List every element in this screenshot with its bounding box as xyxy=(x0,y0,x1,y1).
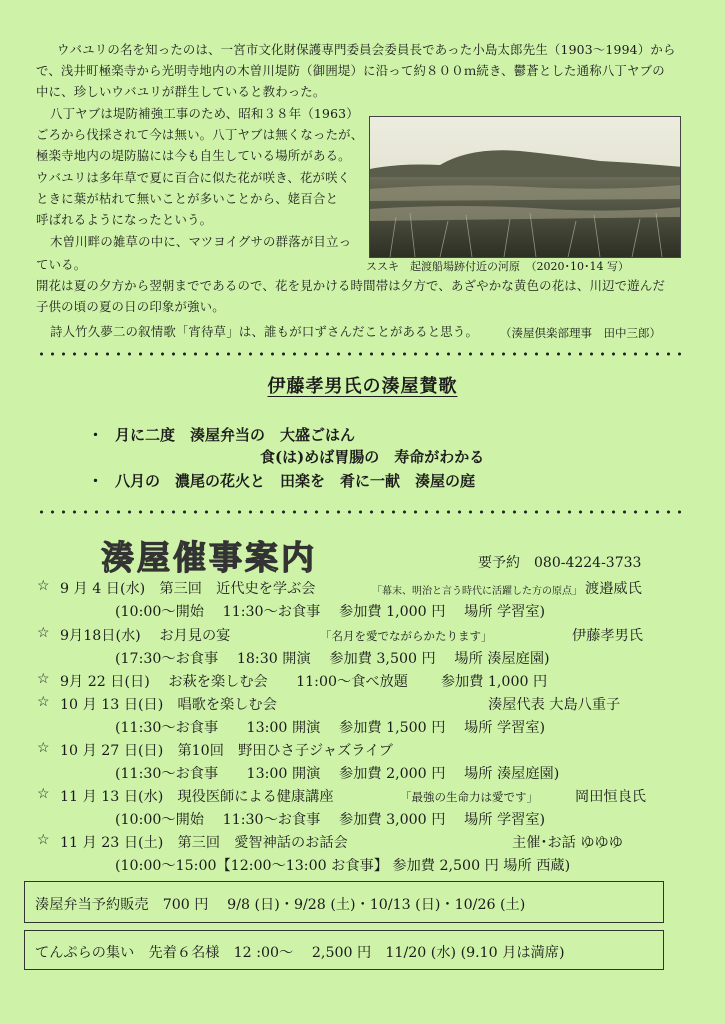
intro-line: ウバユリは多年草で夏に百合に似た花が咲き、花が咲く xyxy=(36,170,351,185)
event-detail: (10:00〜15:00【12:00〜13:00 お食事】 参加費 2,500 円 場所 西蔵) xyxy=(115,858,571,874)
event-title: 11 月 13 日(水) 現役医師による健康講座 xyxy=(60,789,334,805)
tempura-text: てんぷらの集い 先着６名様 12 :00〜 2,500 円 11/20 (水) (9.10 月は満席) xyxy=(35,945,565,961)
bento-sale-box xyxy=(24,881,664,923)
star-icon: ☆ xyxy=(37,832,50,848)
event-detail: (10:00〜開始 11:30〜お食事 参加費 3,000 円 場所 学習室) xyxy=(115,812,546,828)
star-icon: ☆ xyxy=(37,694,50,710)
intro-line: ている。 xyxy=(36,257,87,272)
star-icon: ☆ xyxy=(37,625,50,641)
event-title: 9月18日(水) お月見の宴 xyxy=(60,628,231,644)
event-title: 11 月 23 日(土) 第三回 愛智神話のお話会 xyxy=(60,835,348,851)
poem-line: 食(は)めば胃腸の 寿命がわかる xyxy=(260,448,485,466)
star-icon: ☆ xyxy=(37,786,50,802)
bullet-icon: ・ xyxy=(88,472,104,490)
intro-line: で、浅井町極楽寺から光明寺地内の木曽川堤防（御囲堤）に沿って約８００ｍ続き、鬱蒼とした通称八丁ヤブの xyxy=(36,63,665,78)
event-note: 「最強の生命力は愛です」 xyxy=(400,790,538,804)
intro-line: 開花は夏の夕方から翌朝までであるので、花を見かける時間帯は夕方で、あざやかな黄色の花は、川辺で遊んだ xyxy=(36,278,666,293)
riverbank-photo xyxy=(369,116,681,258)
reservation-phone: 要予約 080-4224-3733 xyxy=(478,555,642,571)
star-icon: ☆ xyxy=(37,740,50,756)
author-signature: （湊屋倶楽部理事 田中三郎） xyxy=(500,326,661,340)
event-speaker: 岡田恒良氏 xyxy=(575,789,646,805)
intro-line: ごろから伐採されて今は無い。八丁ヤブは無くなったが、 xyxy=(36,127,364,142)
bullet-icon: ・ xyxy=(88,426,104,444)
intro-line: 八丁ヤブは堤防補強工事のため、昭和３８年（1963） xyxy=(50,106,359,121)
intro-line: 中に、珍しいウバユリが群生していると教わった。 xyxy=(36,84,326,99)
event-speaker: 伊藤孝男氏 xyxy=(572,628,643,644)
event-speaker: 主催･お話 ゆゆゆ xyxy=(512,835,623,851)
tempura-box xyxy=(24,930,664,970)
star-icon: ☆ xyxy=(37,671,50,687)
event-note: 「名月を愛でながらかたります」 xyxy=(320,629,493,643)
event-title: 9 月 4 日(水) 第三回 近代史を学ぶ会 xyxy=(60,581,316,597)
hero-title-text: 伊藤孝男氏の湊屋賛歌 xyxy=(267,376,458,397)
hero-title xyxy=(0,372,725,398)
event-detail: (17:30〜お食事 18:30 開演 参加費 3,500 円 場所 湊屋庭園) xyxy=(115,651,550,667)
event-note: 「幕末、明治と言う時代に活躍した方の原点」 xyxy=(372,586,582,597)
intro-line: 極楽寺地内の堤防脇には今も自生している場所がある。 xyxy=(36,148,351,163)
event-title: 9月 22 日(日) お萩を楽しむ会 11:00〜食べ放題 参加費 1,000 円 xyxy=(60,674,548,690)
event-speaker: 湊屋代表 大島八重子 xyxy=(488,697,621,713)
intro-line: ウバユリの名を知ったのは、一宮市文化財保護専門委員会委員長であった小島太郎先生（1903〜1994）から xyxy=(57,42,676,57)
dotted-divider xyxy=(36,510,686,514)
event-detail: (10:00〜開始 11:30〜お食事 参加費 1,000 円 場所 学習室) xyxy=(115,604,546,620)
event-title: 10 月 27 日(日) 第10回 野田ひさ子ジャズライブ xyxy=(60,743,393,759)
events-title: 湊屋催事案内 xyxy=(101,538,317,577)
intro-line: 呼ばれるようになったという。 xyxy=(36,212,213,227)
event-title: 10 月 13 日(日) 唱歌を楽しむ会 xyxy=(60,697,277,713)
dotted-divider xyxy=(36,352,686,356)
intro-line: 子供の頃の夏の日の印象が強い。 xyxy=(36,299,225,314)
bento-sale-text: 湊屋弁当予約販売 700 円 9/8 (日)・9/28 (土)・10/13 (日)・10/26 (土) xyxy=(35,897,526,913)
intro-line: ときに葉が枯れて無いことが多いことから、姥百合と xyxy=(36,191,339,206)
intro-line: 詩人竹久夢二の叙情歌「宵待草」は、誰もが口ずさんだことがあると思う。 xyxy=(50,324,479,339)
intro-line: 木曽川畔の雑草の中に、マツヨイグサの群落が目立っ xyxy=(50,234,352,249)
riverbank-photo-image xyxy=(370,117,681,258)
event-detail: (11:30〜お食事 13:00 開演 参加費 2,000 円 場所 湊屋庭園) xyxy=(115,766,560,782)
photo-caption: ススキ 起渡船場跡付近の河原 （2020･10･14 写） xyxy=(366,260,629,273)
poem-line: 八月の 濃尾の花火と 田楽を 肴に一献 湊屋の庭 xyxy=(115,472,476,490)
poem-line: 月に二度 湊屋弁当の 大盛ごはん xyxy=(115,426,356,444)
event-speaker: 渡邉威氏 xyxy=(585,581,642,597)
event-detail: (11:30〜お食事 13:00 開演 参加費 1,500 円 場所 学習室) xyxy=(115,720,546,736)
star-icon: ☆ xyxy=(37,578,50,594)
